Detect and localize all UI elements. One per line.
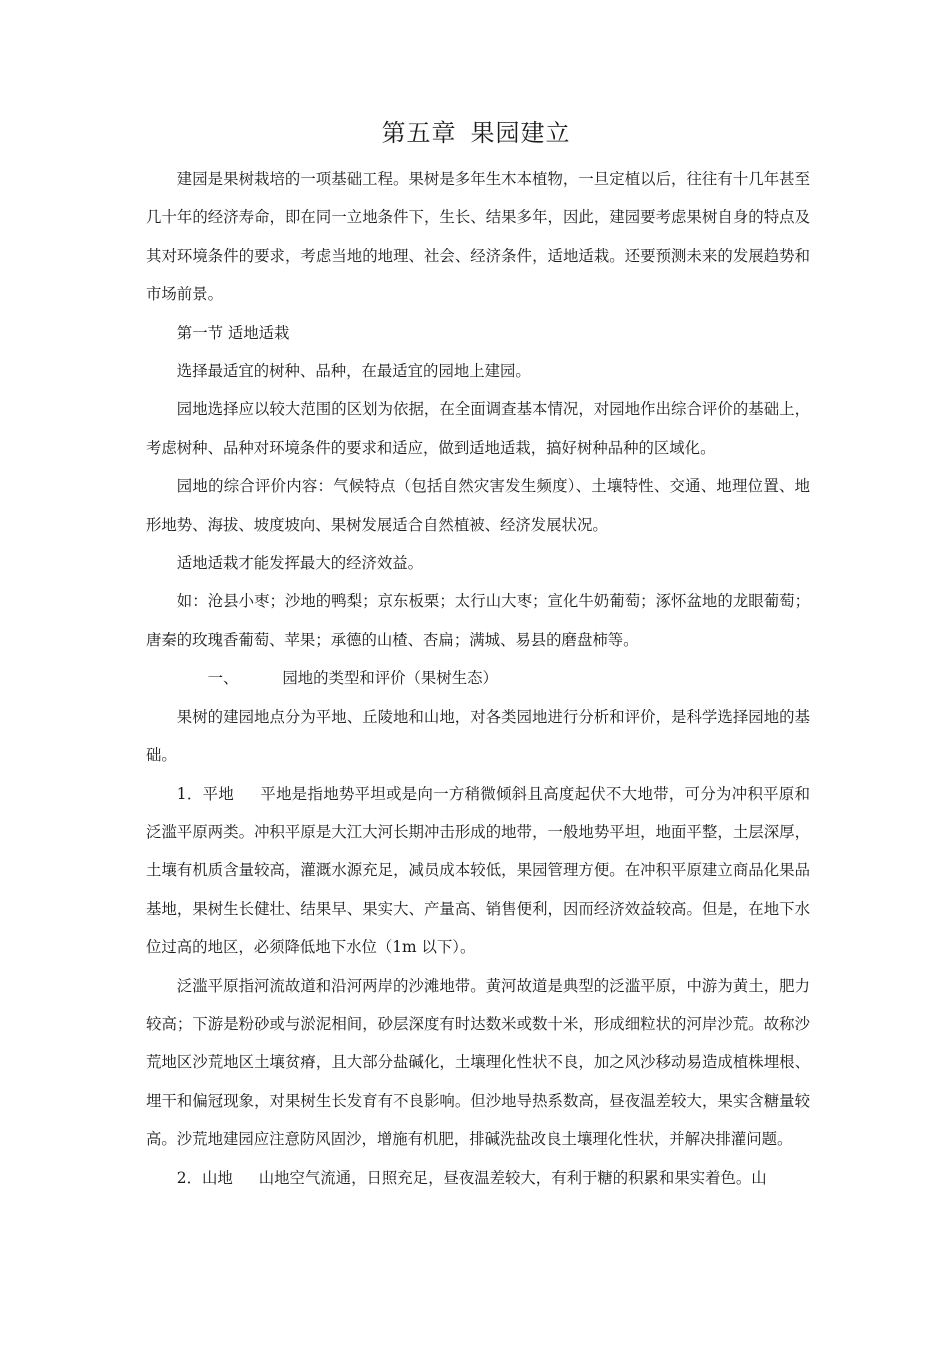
item-text: 平地是指地势平坦或是向一方稍微倾斜且高度起伏不大地带，可分为冲积平原和泛滥平原两类。冲积平原是大江大河长期冲击形成的地带，一般地势平坦，地面平整，土层深厚，土壤有机质含量较高，灌溉水源充足，减员成本较低，果园管理方便。在冲积平原建立商品化果品基地，果树生长健壮、结果早、果实大、产量高、销售便利，因而经济效益较高。但是，在地下水位过高的地区，必须降低地下水位（1m 以下）。: [146, 784, 810, 957]
body-paragraph: 适地适栽才能发挥最大的经济效益。: [176, 554, 424, 573]
chapter-name: 果园建立: [470, 119, 571, 147]
subsection-heading: [146, 659, 810, 697]
body-paragraph: 果树的建园地点分为平地、丘陵地和山地，对各类园地进行分析和评价，是科学选择园地的基础。: [146, 707, 810, 765]
body-paragraph: 园地的综合评价内容：气候特点（包括自然灾害发生频度）、土壤特性、交通、地理位置、地形地势、海拔、坡度坡向、果树发展适合自然植被、经济发展状况。: [146, 477, 810, 534]
item-label: 2．山地: [176, 1168, 233, 1187]
item-text: 山地空气流通，日照充足，昼夜温差较大，有利于糖的积累和果实着色。山: [258, 1168, 767, 1187]
body-paragraph: 园地选择应以较大范围的区划为依据，在全面调查基本情况，对园地作出综合评价的基础上，考虑树种、品种对环境条件的要求和适应，做到适地适栽，搞好树种品种的区域化。: [146, 400, 810, 457]
document-body: [146, 160, 810, 1197]
subsection-number: 一、: [207, 669, 239, 688]
subsection-title: 园地的类型和评价（果树生态）: [282, 669, 498, 688]
item-label: 1．平地: [176, 784, 235, 803]
flatland-paragraph: [146, 775, 810, 967]
body-paragraph: 选择最适宜的树种、品种，在最适宜的园地上建园。: [176, 362, 531, 381]
mountain-paragraph: [146, 1159, 810, 1197]
chapter-number: 第五章: [381, 119, 457, 147]
examples-paragraph: 如：沧县小枣；沙地的鸭梨；京东板栗；太行山大枣；宣化牛奶葡萄；涿怀盆地的龙眼葡萄；唐秦的玫瑰香葡萄、苹果；承德的山楂、杏扁；满城、易县的磨盘柿等。: [146, 592, 810, 649]
section-heading: 第一节 适地适栽: [176, 323, 290, 342]
chapter-title: [0, 116, 952, 150]
intro-paragraph: 建园是果树栽培的一项基础工程。果树是多年生木本植物，一旦定植以后，往往有十几年甚至几十年的经济寿命，即在同一立地条件下，生长、结果多年，因此，建园要考虑果树自身的特点及其对环境条件的要求，考虑当地的地理、社会、经济条件，适地适栽。还要预测未来的发展趋势和市场前景。: [146, 170, 810, 304]
body-paragraph: 泛滥平原指河流故道和沿河两岸的沙滩地带。黄河故道是典型的泛滥平原，中游为黄土，肥力较高；下游是粉砂或与淤泥相间，砂层深度有时达数米或数十米，形成细粒状的河岸沙荒。故称沙荒地区沙荒地区土壤贫瘠，且大部分盐碱化，土壤理化性状不良，加之风沙移动易造成植株埋根、埋干和偏冠现象，对果树生长发育有不良影响。但沙地导热系数高，昼夜温差较大，果实含糖量较高。沙荒地建园应注意防风固沙，增施有机肥，排碱洗盐改良土壤理化性状，并解决排灌问题。: [146, 976, 810, 1149]
